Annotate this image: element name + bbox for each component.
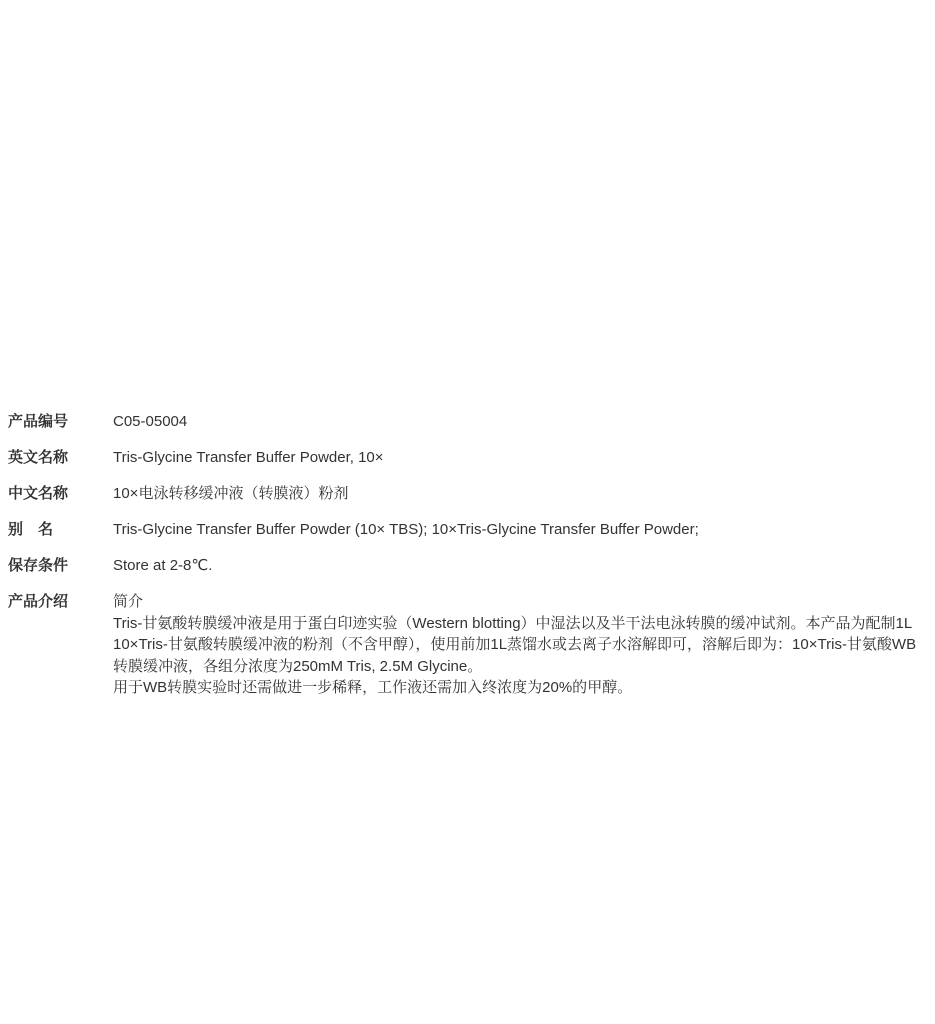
product-code-label: 产品编号 bbox=[8, 413, 69, 430]
storage-conditions-value: Store at 2-8℃. bbox=[113, 557, 213, 574]
english-name-value: Tris-Glycine Transfer Buffer Powder, 10× bbox=[113, 449, 384, 466]
row-alias bbox=[8, 519, 930, 540]
row-storage-conditions bbox=[8, 555, 930, 576]
product-intro-label: 产品介绍 bbox=[8, 593, 69, 610]
intro-note: 用于WB转膜实验时还需做进一步稀释，工作液还需加入终浓度为20%的甲醇。 bbox=[113, 679, 633, 696]
row-chinese-name bbox=[8, 483, 930, 504]
intro-heading: 简介 bbox=[113, 593, 144, 610]
english-name-label: 英文名称 bbox=[8, 449, 69, 466]
chinese-name-value: 10×电泳转移缓冲液（转膜液）粉剂 bbox=[113, 485, 349, 502]
product-intro-text bbox=[113, 591, 930, 699]
product-code-value: C05-05004 bbox=[113, 413, 188, 430]
row-product-code bbox=[8, 411, 930, 432]
alias-value: Tris-Glycine Transfer Buffer Powder (10× TBS); 10×Tris-Glycine Transfer Buffer Powder; bbox=[113, 521, 699, 538]
intro-paragraph: Tris-甘氨酸转膜缓冲液是用于蛋白印迹实验（Western blotting）中湿法以及半干法电泳转膜的缓冲试剂。本产品为配制1L 10×Tris-甘氨酸转膜缓冲液的粉剂（不含甲醇），使用前加1L蒸馏水或去离子水溶解即可，溶解后即为：10×Tris-甘氨酸WB转膜缓冲液，各组分浓度为250mM Tris, 2.5M Glycine。 bbox=[113, 614, 917, 675]
row-english-name bbox=[8, 447, 930, 468]
product-info-table bbox=[0, 411, 935, 714]
alias-label: 别 名 bbox=[8, 521, 54, 538]
storage-conditions-label: 保存条件 bbox=[8, 557, 69, 574]
row-product-intro bbox=[8, 591, 930, 699]
chinese-name-label: 中文名称 bbox=[8, 485, 69, 502]
